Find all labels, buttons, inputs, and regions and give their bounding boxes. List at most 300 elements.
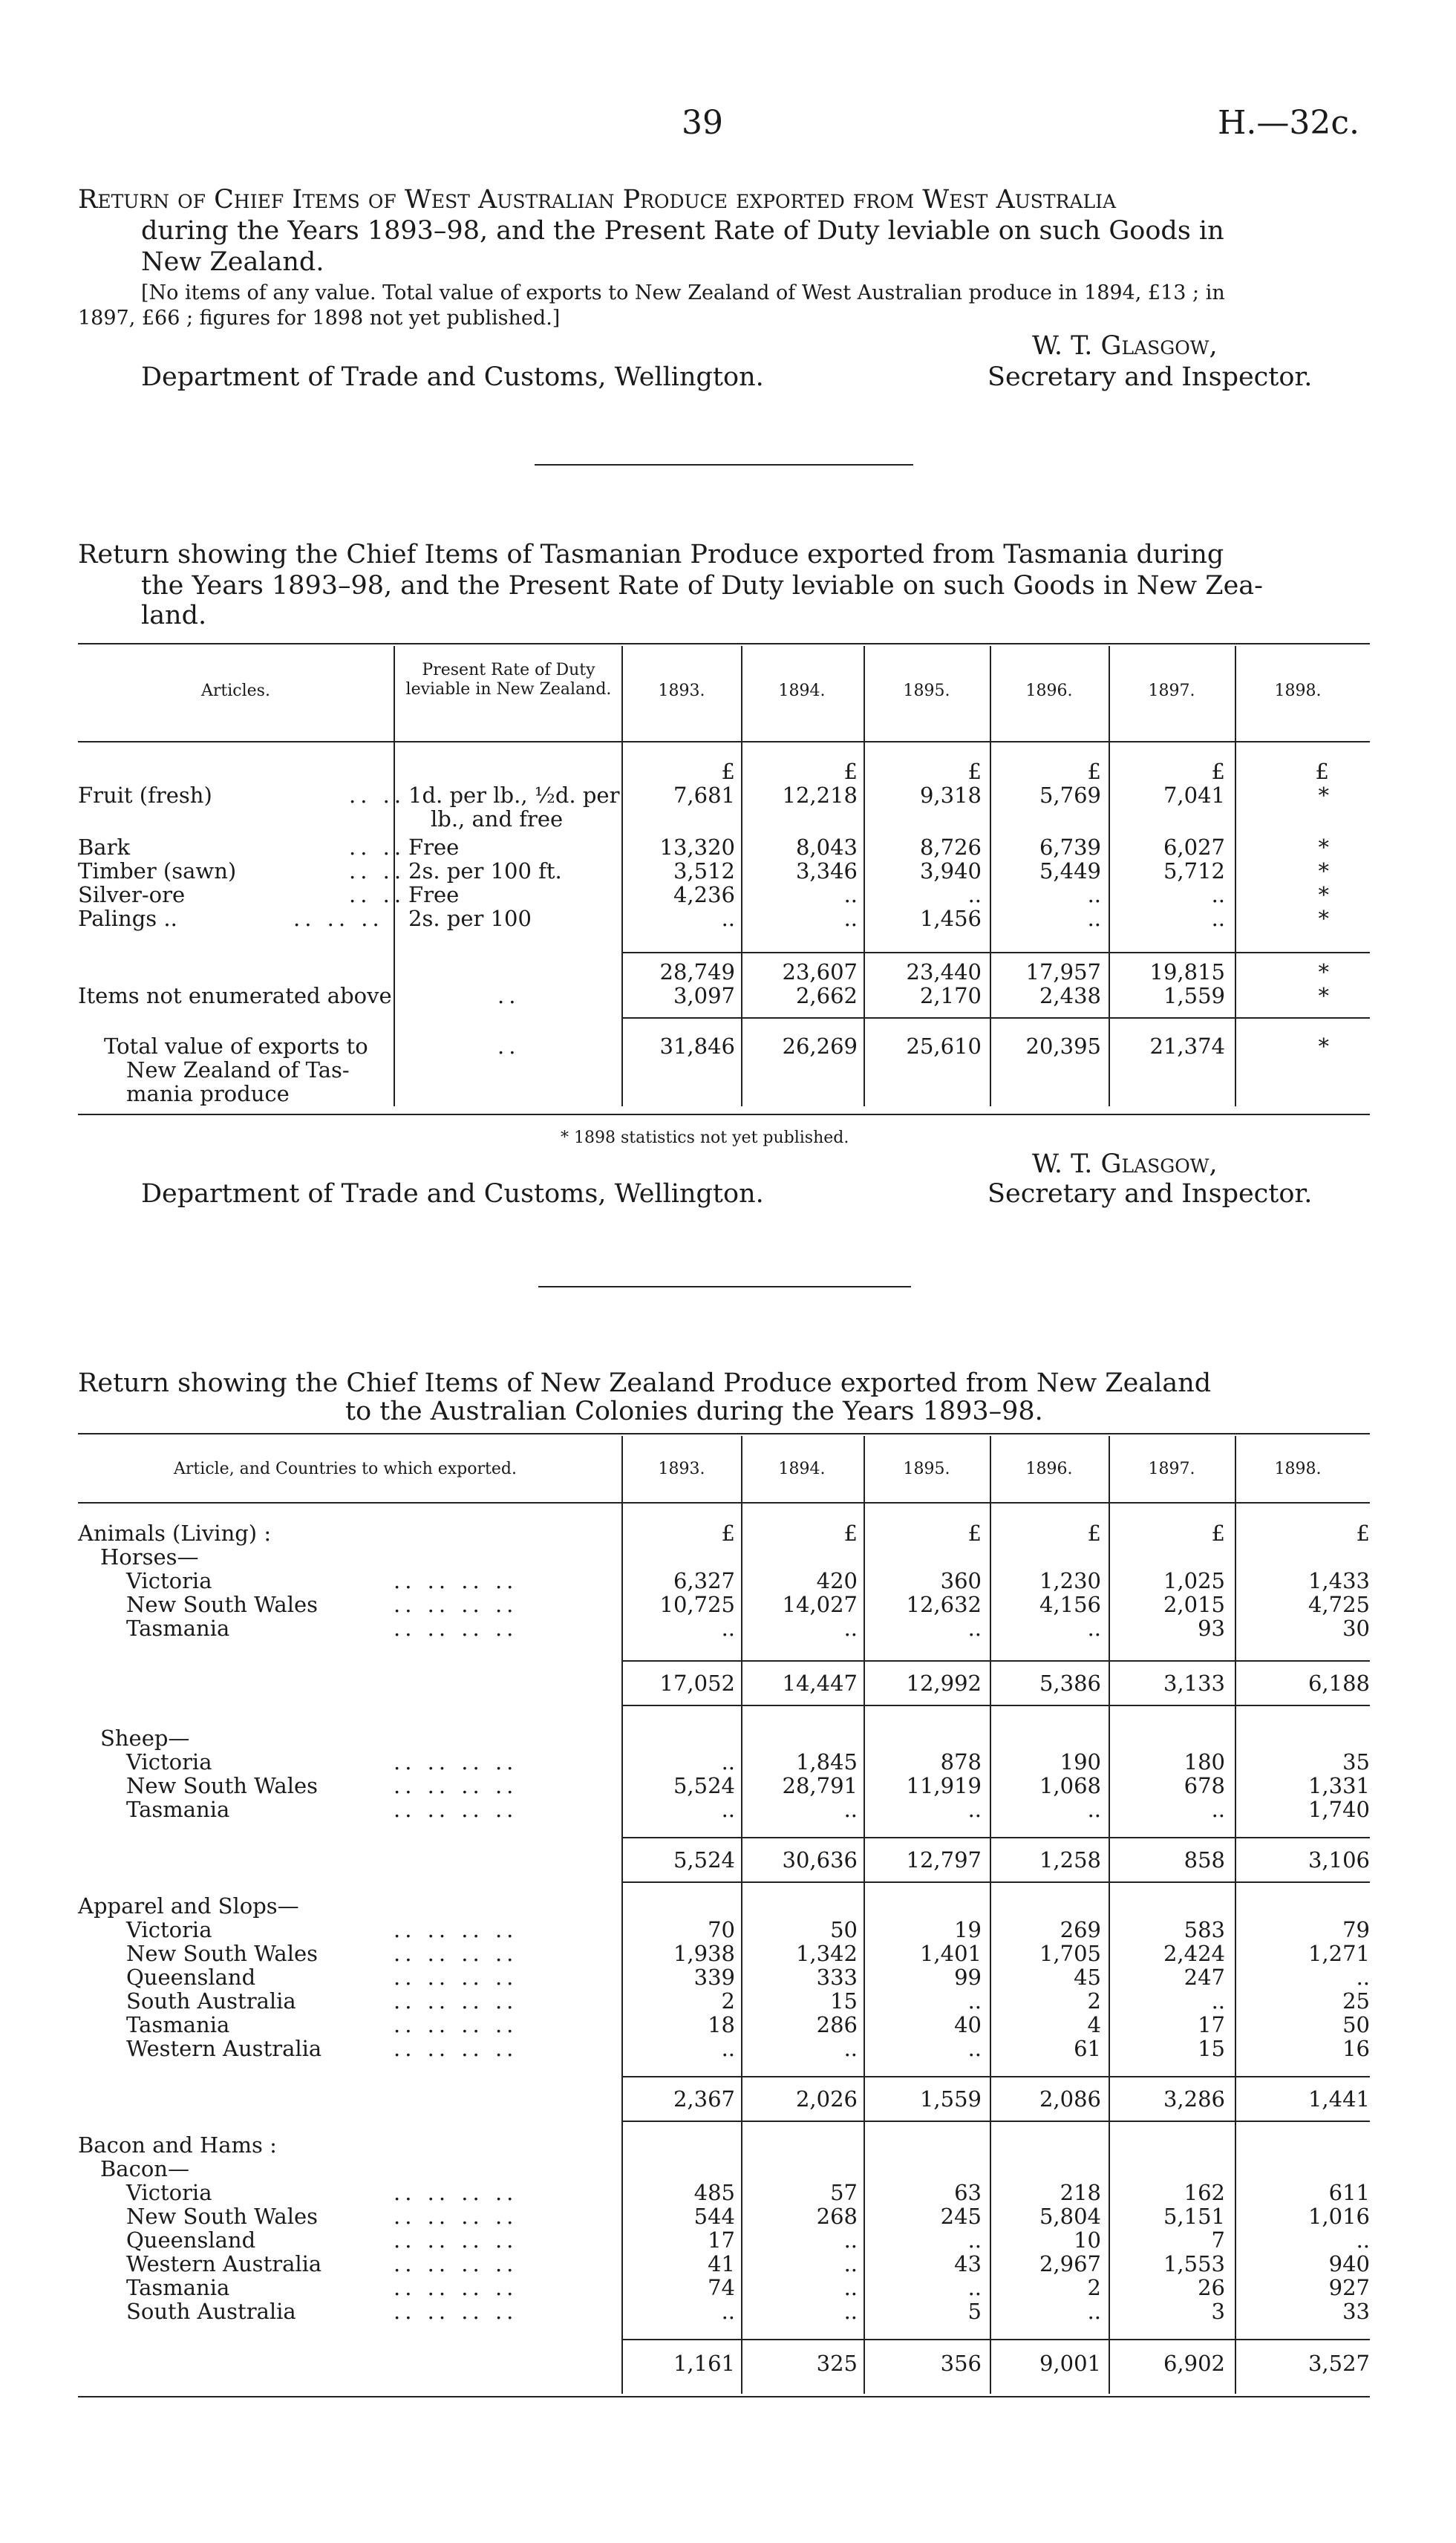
nz-subtotal-value: 17,052 (659, 1671, 735, 1696)
tas-row-rate: Free (408, 882, 460, 907)
nz-row-value: 485 (693, 2180, 735, 2205)
nz-subtotal-value: 2,026 (795, 2086, 858, 2112)
tas-total-value: 20,395 (1025, 1034, 1101, 1059)
tas-subtotal-value: 23,607 (782, 959, 858, 985)
wa-title-line: during the Years 1893–98, and the Present Rate of Duty leviable on such Goods in (141, 216, 1224, 246)
nz-row-value: 1,331 (1308, 1773, 1370, 1798)
nz-row-value: 14,027 (782, 1592, 858, 1617)
tas-subtotal-value: * (1318, 959, 1329, 985)
nz-row-value: 6,327 (673, 1568, 735, 1593)
nz-subtotal-value: 6,902 (1163, 2351, 1225, 2376)
nz-row-value: 2 (1087, 1988, 1101, 2014)
nz-row-value: 4 (1087, 2012, 1101, 2037)
nz-subtotal-value: 1,258 (1039, 1847, 1101, 1873)
tas-row-value: 8,726 (919, 835, 982, 860)
nz-row-value: 50 (1342, 2012, 1370, 2037)
tas-row-value: 5,449 (1039, 858, 1101, 884)
tas-position: Secretary and Inspector. (987, 1179, 1313, 1209)
tas-total-value: 26,269 (782, 1034, 858, 1059)
nz-row-value: 15 (830, 1988, 858, 2014)
tas-footnote: * 1898 statistics not yet published. (561, 1129, 849, 1147)
tas-year-header: 1897. (1148, 682, 1195, 700)
nz-row-leader: .. .. .. .. (394, 1749, 518, 1775)
wa-note-2: 1897, £66 ; figures for 1898 not yet published.] (78, 307, 561, 330)
nz-row-value: 57 (830, 2180, 858, 2205)
nz-row-value: 927 (1328, 2275, 1370, 2300)
nz-row-value: 5,151 (1163, 2204, 1225, 2229)
nz-row-leader: .. .. .. .. (394, 1568, 518, 1593)
nz-row-leader: .. .. .. .. (394, 2251, 518, 2276)
nz-row-label: Victoria (126, 1917, 212, 1942)
nz-row-value: .. (1211, 1797, 1225, 1822)
nz-year-header: 1893. (658, 1460, 705, 1478)
nz-row-value: 1,025 (1163, 1568, 1225, 1593)
nz-row-leader: .. .. .. .. (394, 2012, 518, 2037)
nz-row-value: .. (843, 2299, 858, 2324)
nz-row-value: 420 (816, 1568, 858, 1593)
nz-row-leader: .. .. .. .. (394, 1988, 518, 2014)
nz-subtotal-value: 6,188 (1308, 1671, 1370, 1696)
nz-row-value: .. (843, 2227, 858, 2253)
tas-row-rate: Free (408, 835, 460, 860)
nz-table-header-rule (78, 1502, 1370, 1504)
nz-row-value: 180 (1184, 1749, 1225, 1775)
tas-row-value: * (1318, 783, 1329, 808)
tas-total-label: Total value of exports to (104, 1034, 368, 1059)
tas-subtotal-value: 23,440 (906, 959, 982, 985)
tas-currency-symbol: £ (1211, 759, 1225, 784)
nz-row-value: 1,553 (1163, 2251, 1225, 2276)
nz-subtotal-value: 858 (1184, 1847, 1225, 1873)
nz-row-leader: .. .. .. .. (394, 1797, 518, 1822)
nz-table-top-rule (78, 1433, 1370, 1434)
nz-category-label: Animals (Living) : (78, 1521, 272, 1546)
nz-subtotal-value: 2,086 (1039, 2086, 1101, 2112)
nz-row-label: South Australia (126, 2299, 296, 2324)
nz-row-value: .. (843, 1616, 858, 1641)
nz-row-label: New South Wales (126, 1941, 319, 1966)
nz-row-value: 5,524 (673, 1773, 735, 1798)
nz-row-value: 17 (708, 2227, 735, 2253)
nz-subtotal-value: 9,001 (1039, 2351, 1101, 2376)
tas-currency-symbol: £ (967, 759, 982, 784)
nz-row-label: New South Wales (126, 1773, 319, 1798)
nz-row-leader: .. .. .. .. (394, 2204, 518, 2229)
nz-row-value: 35 (1342, 1749, 1370, 1775)
nz-row-value: .. (721, 1616, 735, 1641)
nz-table-bottom-rule (78, 2396, 1370, 2397)
nz-subtotal-value: 1,161 (673, 2351, 735, 2376)
nz-row-leader: .. .. .. .. (394, 2299, 518, 2324)
nz-subtotal-value: 12,992 (906, 1671, 982, 1696)
nz-row-value: 678 (1184, 1773, 1225, 1798)
tas-row-label: Palings .. (78, 906, 177, 931)
page-reference: H.—32c. (1218, 104, 1359, 142)
tas-row-leader: .. .. .. (293, 906, 384, 931)
tas-row-rate-cont: lb., and free (431, 806, 564, 832)
nz-row-value: .. (967, 1797, 982, 1822)
tas-subtotal-rule (621, 952, 1370, 953)
nz-currency-symbol: £ (721, 1521, 735, 1546)
tas-row-leader: .. .. (349, 783, 406, 808)
tas-row-value: .. (1087, 906, 1101, 931)
nz-row-value: 247 (1184, 1965, 1225, 1990)
nz-subcategory-label: Bacon— (100, 2156, 189, 2181)
nz-row-value: 360 (940, 1568, 982, 1593)
nz-row-label: Tasmania (126, 1797, 230, 1822)
nz-row-value: 878 (940, 1749, 982, 1775)
tas-table-header-rule (78, 741, 1370, 742)
nz-row-value: 1,705 (1039, 1941, 1101, 1966)
nz-col-article: Article, and Countries to which exported. (174, 1460, 517, 1478)
nz-subtotal-value: 1,441 (1308, 2086, 1370, 2112)
nz-category-label: Apparel and Slops— (78, 1893, 299, 1919)
tas-subtotal-value: 19,815 (1149, 959, 1225, 985)
nz-row-value: .. (843, 2251, 858, 2276)
nz-subcategory-label: Sheep— (100, 1726, 190, 1751)
tas-subtotal-value: 28,749 (659, 959, 735, 985)
tas-row-value: 8,043 (795, 835, 858, 860)
tas-total-value: 25,610 (906, 1034, 982, 1059)
nz-row-value: .. (967, 2227, 982, 2253)
tas-not-enumerated-value: 1,559 (1163, 983, 1225, 1008)
nz-subtotal-value: 325 (816, 2351, 858, 2376)
nz-row-value: .. (843, 2275, 858, 2300)
nz-row-value: .. (1087, 2299, 1101, 2324)
wa-title-line: New Zealand. (141, 247, 324, 277)
nz-row-value: 17 (1198, 2012, 1225, 2037)
tas-total-rule (621, 1017, 1370, 1019)
nz-row-value: 583 (1184, 1917, 1225, 1942)
nz-row-value: 12,632 (906, 1592, 982, 1617)
nz-year-header: 1894. (778, 1460, 826, 1478)
tas-total-value: 31,846 (659, 1034, 735, 1059)
section-divider-2 (538, 1286, 911, 1287)
nz-row-label: Queensland (126, 2227, 256, 2253)
tas-row-rate: 2s. per 100 ft. (408, 858, 562, 884)
nz-subtotal-rule (621, 2076, 1370, 2077)
nz-row-label: Western Australia (126, 2251, 322, 2276)
tas-row-value: 9,318 (919, 783, 982, 808)
tas-not-enumerated-leader: .. (497, 983, 520, 1008)
nz-row-label: Victoria (126, 1749, 212, 1775)
nz-row-value: 25 (1342, 1988, 1370, 2014)
nz-subtotal-value: 3,286 (1163, 2086, 1225, 2112)
nz-row-value: 2,967 (1039, 2251, 1101, 2276)
nz-row-value: 611 (1328, 2180, 1370, 2205)
nz-subcategory-label: Horses— (100, 1544, 199, 1570)
tas-title-1: Return showing the Chief Items of Tasmanian Produce exported from Tasmania during (78, 540, 1224, 569)
tas-year-header: 1898. (1274, 682, 1322, 700)
nz-row-value: 1,342 (795, 1941, 858, 1966)
nz-currency-symbol: £ (1211, 1521, 1225, 1546)
tas-signatory: W. T. Glasgow, (1032, 1149, 1218, 1179)
nz-row-value: 30 (1342, 1616, 1370, 1641)
nz-subtotal-value: 12,797 (906, 1847, 982, 1873)
nz-row-value: 190 (1060, 1749, 1101, 1775)
nz-row-value: 339 (693, 1965, 735, 1990)
nz-row-value: 2 (1087, 2275, 1101, 2300)
nz-row-value: 245 (940, 2204, 982, 2229)
tas-year-header: 1895. (903, 682, 950, 700)
tas-row-value: .. (843, 906, 858, 931)
tas-row-rate: 2s. per 100 (408, 906, 532, 931)
wa-department: Department of Trade and Customs, Wellington. (141, 362, 764, 392)
tas-row-value: * (1318, 835, 1329, 860)
nz-year-header: 1895. (903, 1460, 950, 1478)
tas-row-value: 13,320 (659, 835, 735, 860)
nz-row-leader: .. .. .. .. (394, 1773, 518, 1798)
nz-row-value: .. (967, 1988, 982, 2014)
nz-row-value: 10 (1074, 2227, 1101, 2253)
tas-row-value: 5,769 (1039, 783, 1101, 808)
nz-row-label: Victoria (126, 2180, 212, 2205)
tas-row-value: .. (721, 906, 735, 931)
tas-row-value: 12,218 (782, 783, 858, 808)
nz-subtotal-value: 5,386 (1039, 1671, 1101, 1696)
nz-row-leader: .. .. .. .. (394, 1965, 518, 1990)
nz-row-label: New South Wales (126, 2204, 319, 2229)
nz-row-value: 70 (708, 1917, 735, 1942)
tas-currency-symbol: £ (843, 759, 858, 784)
nz-subtotal-value: 30,636 (782, 1847, 858, 1873)
tas-total-label-cont: New Zealand of Tas- (126, 1057, 350, 1083)
tas-row-value: 3,346 (795, 858, 858, 884)
tas-table-top-rule (78, 643, 1370, 644)
nz-subtotal-value: 3,527 (1308, 2351, 1370, 2376)
nz-row-value: .. (967, 1616, 982, 1641)
tas-row-value: 7,041 (1163, 783, 1225, 808)
nz-row-value: .. (843, 2036, 858, 2061)
tas-department: Department of Trade and Customs, Wellington. (141, 1179, 764, 1209)
nz-row-leader: .. .. .. .. (394, 1592, 518, 1617)
nz-subtotal-rule-below (621, 1705, 1370, 1706)
nz-subtotal-value: 1,559 (919, 2086, 982, 2112)
tas-currency-symbol: £ (1315, 759, 1329, 784)
nz-subtotal-rule (621, 1660, 1370, 1662)
nz-row-value: 5 (967, 2299, 982, 2324)
tas-row-value: 7,681 (673, 783, 735, 808)
tas-year-header: 1894. (778, 682, 826, 700)
tas-row-label: Timber (sawn) (78, 858, 237, 884)
tas-row-value: .. (843, 882, 858, 907)
nz-row-value: 1,016 (1308, 2204, 1370, 2229)
tas-row-label: Silver-ore (78, 882, 186, 907)
nz-row-value: 15 (1198, 2036, 1225, 2061)
nz-subtotal-value: 2,367 (673, 2086, 735, 2112)
nz-row-leader: .. .. .. .. (394, 1917, 518, 1942)
nz-row-value: 1,938 (673, 1941, 735, 1966)
nz-row-value: .. (1211, 1988, 1225, 2014)
nz-row-value: .. (967, 2036, 982, 2061)
nz-currency-symbol: £ (843, 1521, 858, 1546)
nz-currency-symbol: £ (967, 1521, 982, 1546)
nz-row-label: Western Australia (126, 2036, 322, 2061)
tas-row-value: 6,739 (1039, 835, 1101, 860)
nz-subtotal-value: 3,106 (1308, 1847, 1370, 1873)
nz-subtotal-rule (621, 2339, 1370, 2340)
tas-subtotal-value: 17,957 (1025, 959, 1101, 985)
wa-note-1: [No items of any value. Total value of exports to New Zealand of West Australian produce in 1894, £13 ; in (141, 281, 1225, 304)
tas-row-value: .. (967, 882, 982, 907)
nz-row-value: 1,845 (795, 1749, 858, 1775)
nz-row-value: 4,725 (1308, 1592, 1370, 1617)
wa-position: Secretary and Inspector. (987, 362, 1313, 392)
nz-row-value: .. (1087, 1616, 1101, 1641)
nz-row-value: 61 (1074, 2036, 1101, 2061)
tas-title-3: land. (141, 601, 207, 630)
tas-table-bottom-rule (78, 1114, 1370, 1115)
nz-title-1: Return showing the Chief Items of New Zealand Produce exported from New Zealand (78, 1368, 1212, 1398)
nz-row-value: .. (1356, 1965, 1370, 1990)
nz-row-value: 544 (693, 2204, 735, 2229)
nz-row-value: .. (1087, 1797, 1101, 1822)
nz-year-header: 1898. (1274, 1460, 1322, 1478)
nz-row-value: 4,156 (1039, 1592, 1101, 1617)
nz-row-value: 79 (1342, 1917, 1370, 1942)
tas-row-label: Fruit (fresh) (78, 783, 212, 808)
tas-row-leader: .. .. (349, 882, 406, 907)
tas-not-enumerated-value: 3,097 (673, 983, 735, 1008)
nz-row-value: 43 (954, 2251, 982, 2276)
tas-row-value: 3,512 (673, 858, 735, 884)
tas-row-rate: 1d. per lb., ½d. per (408, 783, 620, 808)
nz-row-value: 16 (1342, 2036, 1370, 2061)
nz-row-value: 18 (708, 2012, 735, 2037)
nz-row-value: 93 (1198, 1616, 1225, 1641)
nz-row-leader: .. .. .. .. (394, 2180, 518, 2205)
nz-row-value: 162 (1184, 2180, 1225, 2205)
nz-row-leader: .. .. .. .. (394, 2227, 518, 2253)
nz-row-value: 333 (816, 1965, 858, 1990)
tas-row-leader: .. .. (349, 858, 406, 884)
nz-row-value: 1,068 (1039, 1773, 1101, 1798)
nz-subtotal-value: 14,447 (782, 1671, 858, 1696)
nz-row-value: 2 (721, 1988, 735, 2014)
tas-currency-symbol: £ (1087, 759, 1101, 784)
tas-year-header: 1893. (658, 682, 705, 700)
nz-row-label: Tasmania (126, 2275, 230, 2300)
tas-col-rate: Present Rate of Duty leviable in New Zealand. (405, 661, 612, 699)
nz-row-value: 269 (1060, 1917, 1101, 1942)
tas-row-value: * (1318, 882, 1329, 907)
nz-row-value: 10,725 (659, 1592, 735, 1617)
nz-subtotal-value: 5,524 (673, 1847, 735, 1873)
nz-row-leader: .. .. .. .. (394, 1616, 518, 1641)
nz-subtotal-rule-below (621, 2121, 1370, 2122)
nz-year-header: 1897. (1148, 1460, 1195, 1478)
nz-row-value: 63 (954, 2180, 982, 2205)
tas-row-value: 3,940 (919, 858, 982, 884)
nz-row-leader: .. .. .. .. (394, 1941, 518, 1966)
nz-row-label: New South Wales (126, 1592, 319, 1617)
tas-total-value: * (1318, 1034, 1329, 1059)
nz-year-header: 1896. (1025, 1460, 1073, 1478)
nz-row-value: 45 (1074, 1965, 1101, 1990)
nz-row-value: 3 (1211, 2299, 1225, 2324)
tas-row-value: 4,236 (673, 882, 735, 907)
tas-total-value: 21,374 (1149, 1034, 1225, 1059)
tas-total-label-cont: mania produce (126, 1081, 290, 1106)
nz-row-label: Tasmania (126, 2012, 230, 2037)
nz-row-label: South Australia (126, 1988, 296, 2014)
nz-category-label: Bacon and Hams : (78, 2132, 277, 2158)
tas-not-enumerated-value: * (1318, 983, 1329, 1008)
nz-row-value: .. (843, 1797, 858, 1822)
nz-row-label: Tasmania (126, 1616, 230, 1641)
nz-row-label: Queensland (126, 1965, 256, 1990)
tas-row-label: Bark (78, 835, 131, 860)
nz-row-value: 5,804 (1039, 2204, 1101, 2229)
tas-row-leader: .. .. (349, 835, 406, 860)
nz-row-value: 41 (708, 2251, 735, 2276)
page-number: 39 (682, 104, 723, 142)
nz-subtotal-value: 3,133 (1163, 1671, 1225, 1696)
nz-subtotal-rule-below (621, 1881, 1370, 1883)
nz-row-value: 11,919 (906, 1773, 982, 1798)
tas-total-leader: .. (497, 1034, 520, 1059)
nz-row-value: 7 (1211, 2227, 1225, 2253)
tas-row-value: 5,712 (1163, 858, 1225, 884)
nz-row-value: .. (967, 2275, 982, 2300)
nz-row-value: .. (721, 2036, 735, 2061)
tas-currency-symbol: £ (721, 759, 735, 784)
tas-row-value: 1,456 (919, 906, 982, 931)
nz-row-value: 99 (954, 1965, 982, 1990)
tas-row-value: * (1318, 906, 1329, 931)
nz-row-label: Victoria (126, 1568, 212, 1593)
tas-not-enumerated-label: Items not enumerated above (78, 983, 392, 1008)
tas-row-value: 6,027 (1163, 835, 1225, 860)
tas-not-enumerated-value: 2,170 (919, 983, 982, 1008)
nz-row-leader: .. .. .. .. (394, 2275, 518, 2300)
tas-not-enumerated-value: 2,438 (1039, 983, 1101, 1008)
section-divider (535, 464, 913, 466)
nz-row-value: .. (721, 1749, 735, 1775)
nz-title-2: to the Australian Colonies during the Years 1893–98. (345, 1397, 1043, 1426)
nz-row-value: 218 (1060, 2180, 1101, 2205)
wa-title-line: Return of Chief Items of West Australian Produce exported from West Australia (78, 185, 1117, 215)
nz-row-value: 2,424 (1163, 1941, 1225, 1966)
tas-col-articles: Articles. (201, 682, 270, 700)
tas-not-enumerated-value: 2,662 (795, 983, 858, 1008)
nz-row-value: 1,433 (1308, 1568, 1370, 1593)
nz-row-value: .. (721, 1797, 735, 1822)
nz-row-value: 940 (1328, 2251, 1370, 2276)
tas-row-value: .. (1087, 882, 1101, 907)
tas-row-value: .. (1211, 882, 1225, 907)
nz-currency-symbol: £ (1087, 1521, 1101, 1546)
nz-row-value: 1,401 (919, 1941, 982, 1966)
nz-row-value: 50 (830, 1917, 858, 1942)
tas-year-header: 1896. (1025, 682, 1073, 700)
wa-signatory: W. T. Glasgow, (1032, 331, 1218, 361)
nz-row-value: 2,015 (1163, 1592, 1225, 1617)
tas-row-value: * (1318, 858, 1329, 884)
nz-row-leader: .. .. .. .. (394, 2036, 518, 2061)
nz-row-value: .. (1356, 2227, 1370, 2253)
nz-row-value: 268 (816, 2204, 858, 2229)
nz-row-value: 1,271 (1308, 1941, 1370, 1966)
tas-row-value: .. (1211, 906, 1225, 931)
nz-row-value: 28,791 (782, 1773, 858, 1798)
tas-title-2: the Years 1893–98, and the Present Rate of Duty leviable on such Goods in New Zea- (141, 571, 1263, 601)
nz-row-value: .. (721, 2299, 735, 2324)
nz-row-value: 74 (708, 2275, 735, 2300)
nz-row-value: 40 (954, 2012, 982, 2037)
nz-row-value: 26 (1198, 2275, 1225, 2300)
nz-row-value: 19 (954, 1917, 982, 1942)
